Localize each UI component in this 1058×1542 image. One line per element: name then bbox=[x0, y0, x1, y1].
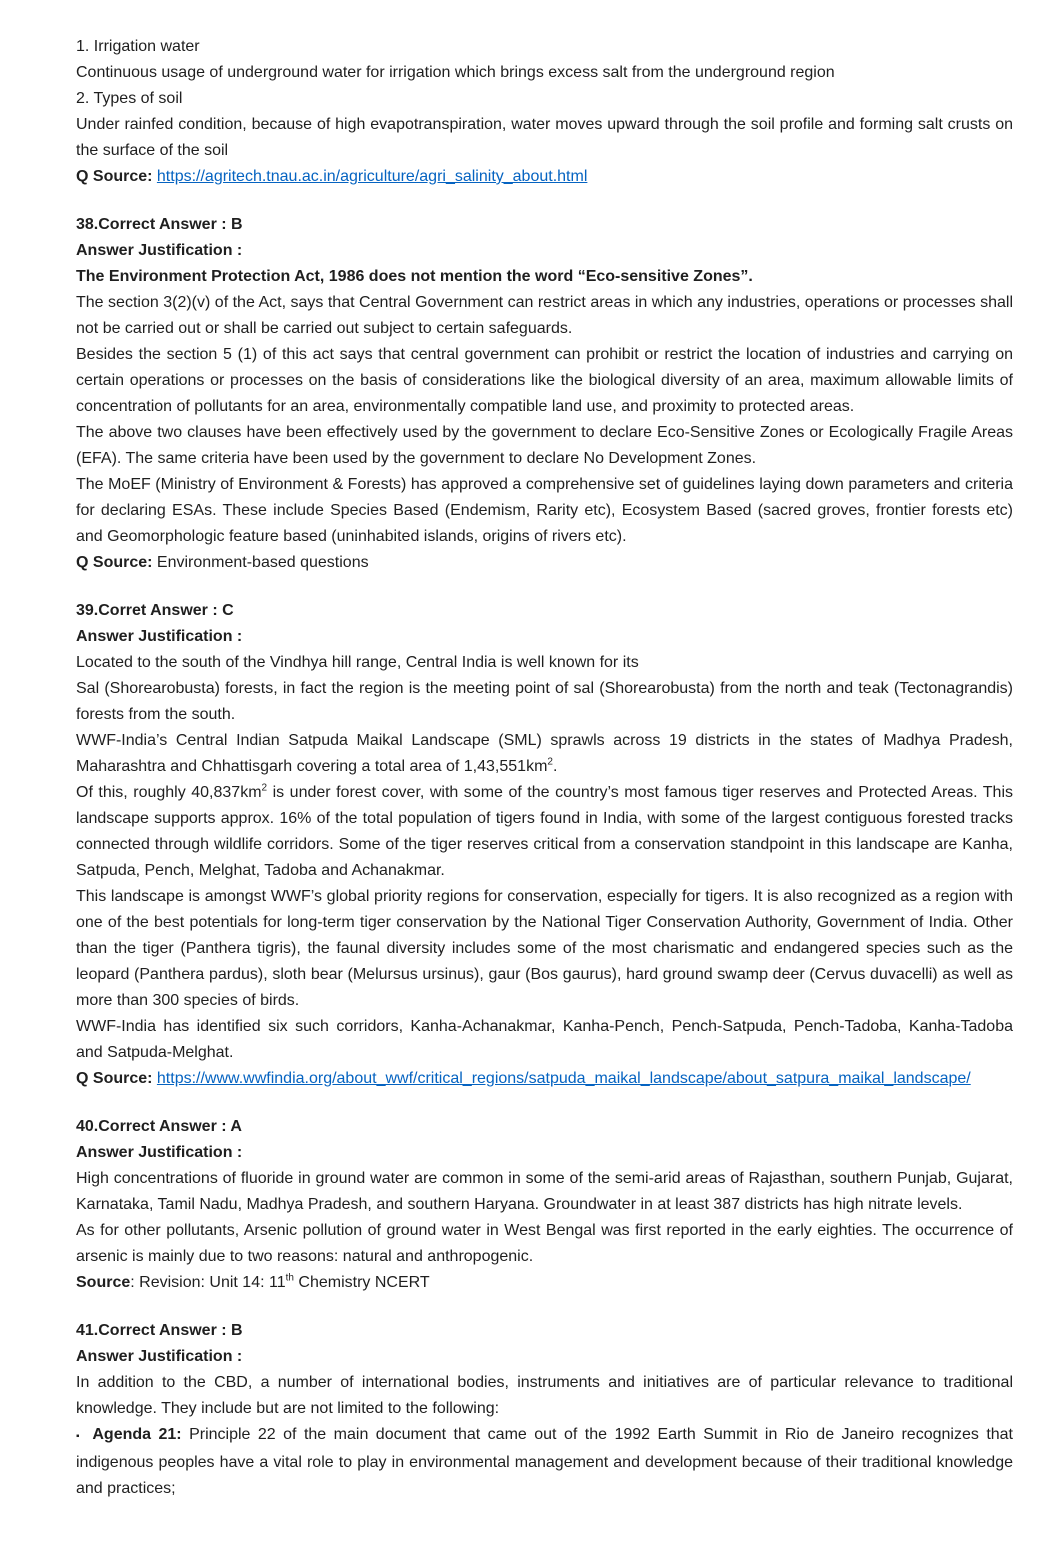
bold-text: 39.Corret Answer : C bbox=[76, 602, 234, 619]
justification-heading bbox=[76, 1344, 1013, 1370]
bold-text: Answer Justification : bbox=[76, 1348, 243, 1365]
answer-41 bbox=[76, 1318, 1013, 1502]
bold-text: Q Source: bbox=[76, 554, 157, 571]
bold-text: 38.Correct Answer : B bbox=[76, 216, 243, 233]
paragraph bbox=[76, 1014, 1013, 1066]
text-run: Continuous usage of underground water for irrigation which brings excess salt from the underground region bbox=[76, 64, 835, 81]
list-item bbox=[76, 86, 1013, 112]
text-run: 1. Irrigation water bbox=[76, 38, 200, 55]
justification-heading bbox=[76, 1140, 1013, 1166]
paragraph bbox=[76, 420, 1013, 472]
justification-heading bbox=[76, 624, 1013, 650]
paragraph bbox=[76, 1166, 1013, 1218]
superscript: 2 bbox=[547, 756, 553, 768]
list-item bbox=[76, 34, 1013, 60]
text-run: High concentrations of fluoride in ground water are common in some of the semi-arid areas of Rajasthan, southern Punjab, Gujarat, Karnataka, Tamil Nadu, Madhya Pradesh, and southern Haryana. Groundwater in at least 387 districts has high nitrate levels. bbox=[76, 1170, 1013, 1213]
text-run: Besides the section 5 (1) of this act says that central government can prohibit or restrict the location of industries and carrying on certain operations or processes on the basis of considerations like the biological diversity of an area, maximum allowable limits of concentration of pollutants for an area, environmentally compatible land use, and proximity to protected areas. bbox=[76, 346, 1013, 415]
text-run: The above two clauses have been effectively used by the government to declare Eco-Sensitive Zones or Ecologically Fragile Areas (EFA). The same criteria have been used by the government to declare No Development Zones. bbox=[76, 424, 1013, 467]
hyperlink[interactable]: https://www.wwfindia.org/about_wwf/critical_regions/satpuda_maikal_landscape/about_satpura_maikal_landscape/ bbox=[156, 1070, 971, 1087]
paragraph bbox=[76, 650, 1013, 676]
text-run: In addition to the CBD, a number of international bodies, instruments and initiatives are of particular relevance to traditional knowledge. They include but are not limited to the following: bbox=[76, 1374, 1013, 1417]
superscript: 2 bbox=[261, 782, 268, 794]
text-run: Principle 22 of the main document that came out of the 1992 Earth Summit in Rio de Janeiro recognizes that indigenous peoples have a vital role to play in environmental management and development because of their traditional knowledge and practices; bbox=[76, 1426, 1014, 1497]
bold-text: Answer Justification : bbox=[76, 242, 243, 259]
paragraph bbox=[76, 342, 1013, 420]
text-run: Located to the south of the Vindhya hill range, Central India is well known for its bbox=[76, 654, 639, 671]
answer-38 bbox=[76, 212, 1013, 576]
answer-39 bbox=[76, 598, 1013, 1092]
answer-heading bbox=[76, 598, 1013, 624]
text-run: Under rainfed condition, because of high evapotranspiration, water moves upward through the soil profile and forming salt crusts on the surface of the soil bbox=[76, 116, 1013, 159]
text-run: Environment-based questions bbox=[156, 554, 369, 571]
text-run: WWF-India’s Central Indian Satpuda Maikal Landscape (SML) sprawls across 19 districts in the states of Madhya Pradesh, Maharashtra and Chhattisgarh covering a total area of 1,43,551km bbox=[76, 732, 1013, 775]
paragraph bbox=[76, 60, 1013, 86]
text-run: . bbox=[552, 758, 558, 775]
answer-heading bbox=[76, 1114, 1013, 1140]
answer-heading bbox=[76, 1318, 1013, 1344]
text-run: Chemistry NCERT bbox=[293, 1274, 430, 1291]
bullet-paragraph bbox=[76, 1422, 1013, 1502]
paragraph bbox=[76, 290, 1013, 342]
paragraph bbox=[76, 676, 1013, 728]
text-run: As for other pollutants, Arsenic pollution of ground water in West Bengal was first reported in the early eighties. The occurrence of arsenic is mainly due to two reasons: natural and anthropogenic. bbox=[76, 1222, 1013, 1265]
text-run: : Revision: Unit 14: 11 bbox=[130, 1274, 286, 1291]
text-run: is under forest cover, with some of the country’s most famous tiger reserves and Protected Areas. This landscape supports approx. 16% of the total population of tigers found in India, with some of the largest contiguous forested tracks connected through wildlife corridors. Some of the tiger reserves critical from a conservation standpoint in this landscape are Kanha, Satpuda, Pench, Melghat, Tadoba and Achanakmar. bbox=[76, 784, 1014, 879]
text-run: 2. Types of soil bbox=[76, 90, 183, 107]
paragraph bbox=[76, 884, 1013, 1014]
paragraph bbox=[76, 728, 1013, 780]
superscript: th bbox=[285, 1272, 294, 1284]
text-run: The section 3(2)(v) of the Act, says that Central Government can restrict areas in which any industries, operations or processes shall not be carried out or shall be carried out subject to certain safeguards. bbox=[76, 294, 1013, 337]
text-run: Of this, roughly 40,837km bbox=[76, 784, 262, 801]
answer-heading bbox=[76, 212, 1013, 238]
source-line bbox=[76, 1270, 1013, 1296]
paragraph bbox=[76, 780, 1013, 884]
q-source-line bbox=[76, 1066, 1013, 1092]
bold-text: Answer Justification : bbox=[76, 628, 243, 645]
hyperlink[interactable]: https://agritech.tnau.ac.in/agriculture/agri_salinity_about.html bbox=[156, 168, 588, 185]
bold-text: Answer Justification : bbox=[76, 1144, 243, 1161]
text-run: Sal (Shorearobusta) forests, in fact the region is the meeting point of sal (Shorearobusta) from the north and teak (Tectonagrandis) forests from the south. bbox=[76, 680, 1013, 723]
text-run: This landscape is amongst WWF’s global priority regions for conservation, especially for tigers. It is also recognized as a region with one of the best potentials for long-term tiger conservation by the National Tiger Conservation Authority, Government of India. Other than the tiger (Panthera tigris), the faunal diversity includes some of the most charismatic and endangered species such as the leopard (Panthera pardus), sloth bear (Melursus ursinus), gaur (Bos gaurus), hard ground swamp deer (Cervus duvacelli) as well as more than 300 species of birds. bbox=[76, 888, 1013, 1009]
answer-37-continuation bbox=[76, 34, 1013, 190]
paragraph bbox=[76, 472, 1013, 550]
answer-40 bbox=[76, 1114, 1013, 1296]
paragraph bbox=[76, 112, 1013, 164]
bullet-marker-icon: ▪ bbox=[76, 1431, 93, 1442]
bold-text: Q Source: bbox=[76, 1070, 157, 1087]
bold-text: The Environment Protection Act, 1986 does not mention the word “Eco-sensitive Zones”. bbox=[76, 268, 753, 285]
bold-text: Q Source: bbox=[76, 168, 157, 185]
bold-text: 41.Correct Answer : B bbox=[76, 1322, 243, 1339]
justification-heading bbox=[76, 238, 1013, 264]
text-run: WWF-India has identified six such corridors, Kanha-Achanakmar, Kanha-Pench, Pench-Satpuda, Pench-Tadoba, Kanha-Tadoba and Satpuda-Melghat. bbox=[76, 1018, 1013, 1061]
q-source-line bbox=[76, 164, 1013, 190]
bold-text: Source bbox=[76, 1274, 131, 1291]
q-source-line bbox=[76, 550, 1013, 576]
bold-text: Agenda 21: bbox=[92, 1426, 182, 1443]
paragraph bbox=[76, 264, 1013, 290]
paragraph bbox=[76, 1218, 1013, 1270]
paragraph bbox=[76, 1370, 1013, 1422]
bold-text: 40.Correct Answer : A bbox=[76, 1118, 242, 1135]
text-run: The MoEF (Ministry of Environment & Forests) has approved a comprehensive set of guidelines laying down parameters and criteria for declaring ESAs. These include Species Based (Endemism, Rarity etc), Ecosystem Based (sacred groves, frontier forests etc) and Geomorphologic feature based (uninhabited islands, origins of rivers etc). bbox=[76, 476, 1013, 545]
